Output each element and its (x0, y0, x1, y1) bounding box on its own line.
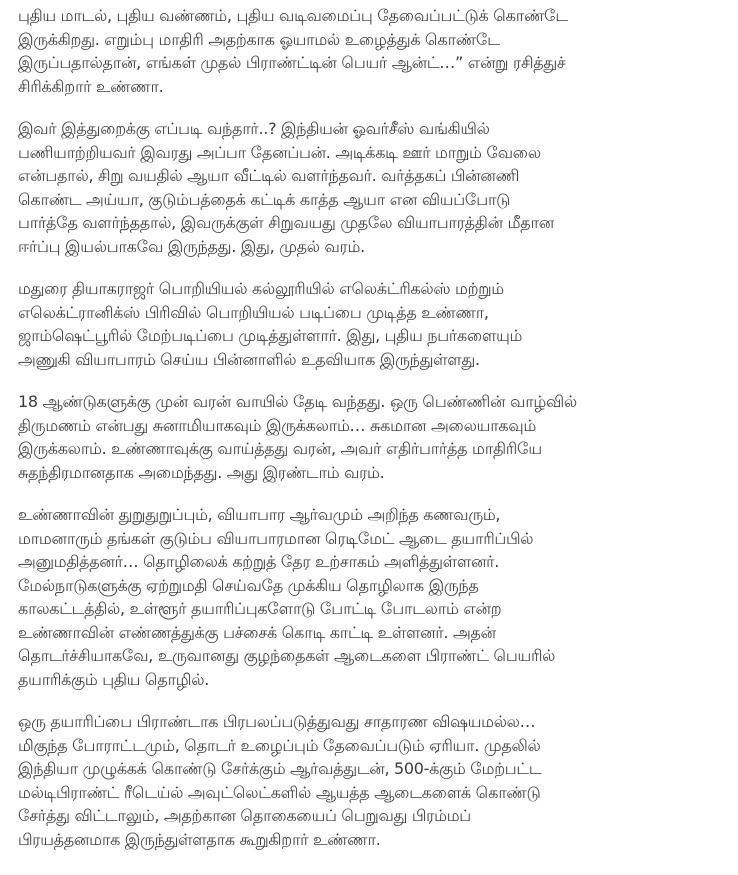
text-line: மாமனாரும் தங்கள் குடும்ப வியாபாரமான ரெடிமேட் ஆடை தயாரிப்பில் (18, 528, 534, 548)
text-line: திருமணம் என்பது சுனாமியாகவும் இருக்கலாம்… சுகமான அலையாகவும் (18, 415, 536, 435)
text-line: தொடர்ச்சியாகவே, உருவானது குழந்தைகள் ஆடைகளை பிராண்ட் பெயரில் (18, 646, 556, 665)
text-line: ஒரு தயாரிப்பை பிராண்டாக பிரபலப்படுத்துவது சாதாரண விஷயமல்ல… (18, 712, 536, 731)
paragraph-4 (18, 390, 730, 484)
text-line: காலகட்டத்தில், உள்ளூர் தயாரிப்புகளோடு போட்டி போடலாம் என்ற (18, 599, 502, 618)
paragraph-3 (18, 277, 730, 371)
text-line: இருக்கிறது. எறும்பு மாதிரி அதற்காக ஓயாமல் உழைத்துக் கொண்டே (18, 29, 500, 49)
text-line: மதுரை தியாகராஜர் பொறியியல் கல்லூரியில் எலெக்ட்ரிகல்ஸ் மற்றும் (18, 279, 504, 298)
text-line: மிகுந்த போராட்டமும், தொடர் உழைப்பும் தேவைப்படும் ஏரியா. முதலில் (18, 735, 541, 755)
text-line: புதிய மாடல், புதிய வண்ணம், புதிய வடிவமைப்பு தேவைப்பட்டுக் கொண்டே (18, 6, 568, 25)
text-line: இருப்பதால்தான், எங்கள் முதல் பிராண்ட்டின் பெயர் ஆன்ட்…” என்று ரசித்துச் (18, 53, 566, 72)
paragraph-1 (18, 4, 730, 98)
article-body (18, 4, 730, 870)
text-line: உண்ணாவின் துறுதுறுப்பும், வியாபார ஆர்வமும் அறிந்த கணவரும், (18, 505, 501, 524)
text-line: தயாரிக்கும் புதிய தொழில். (18, 669, 210, 689)
text-line: இருக்கலாம். உண்ணாவுக்கு வாய்த்தது வரன், அவர் எதிர்பார்த்த மாதிரியே (18, 439, 542, 458)
text-line: எலெக்ட்ரானிக்ஸ் பிரிவில் பொறியியல் படிப்பை முடித்த உண்ணா, (18, 302, 489, 322)
text-line: என்பதால், சிறு வயதில் ஆயா வீட்டில் வளர்ந்தவர். வர்த்தகப் பின்னணி (18, 166, 520, 185)
text-line: பிரயத்தனமாக இருந்துள்ளதாக கூறுகிறார் உண்ணா. (18, 829, 381, 849)
text-line: ஜாம்ஷெட்பூரில் மேற்படிப்பை முடித்துள்ளார். இது, புதிய நபர்களையும் (18, 326, 523, 345)
text-line: சேர்த்து விட்டாலும், அதற்கான தொகையைப் பெறுவது பிரம்மப் (18, 806, 471, 825)
text-line: கொண்ட அய்யா, குடும்பத்தைக் கட்டிக் காத்த ஆயா என வியப்போடு (18, 189, 511, 209)
text-line: 18 ஆண்டுகளுக்கு முன் வரன் வாயில் தேடி வந்தது. ஒரு பெண்ணின் வாழ்வில் (18, 392, 577, 411)
text-line: மேல்நாடுகளுக்கு ஏற்றுமதி செய்வதே முக்கிய தொழிலாக இருந்த (18, 575, 479, 595)
text-line: அணுகி வியாபாரம் செய்ய பின்னாளில் உதவியாக இருந்துள்ளது. (18, 349, 480, 369)
text-line: உண்ணாவின் எண்ணத்துக்கு பச்சைக் கொடி காட்டி உள்ளனர். அதன் (18, 622, 496, 642)
text-line: சிரிக்கிறார் உண்ணா. (18, 76, 164, 96)
paragraph-2 (18, 117, 730, 258)
paragraph-5 (18, 503, 730, 691)
text-line: இவர் இத்துறைக்கு எப்படி வந்தார்..? இந்தியன் ஓவர்சீஸ் வங்கியில் (18, 119, 490, 138)
text-line: பார்த்தே வளர்ந்ததால், இவருக்குள் சிறுவயது முதலே வியாபாரத்தின் மீதான (18, 213, 554, 232)
text-line: இந்தியா முழுக்கக் கொண்டு சேர்க்கும் ஆர்வத்துடன், 500-க்கும் மேற்பட்ட (18, 759, 542, 778)
text-line: பணியாற்றியவர் இவரது அப்பா தேனப்பன். அடிக்கடி ஊர் மாறும் வேலை (18, 142, 541, 162)
paragraph-6 (18, 710, 730, 851)
text-line: சுதந்திரமானதாக அமைந்தது. அது இரண்டாம் வரம். (18, 462, 385, 482)
text-line: அனுமதித்தனர்… தொழிலைக் கற்றுத் தேர உற்சாகம் அளித்துள்ளனர். (18, 552, 500, 571)
text-line: மல்டிபிராண்ட் ரீடெய்ல் அவுட்லெட்களில் ஆயத்த ஆடைகளைக் கொண்டு (18, 782, 541, 802)
text-line: ஈர்ப்பு இயல்பாகவே இருந்தது. இது, முதல் வரம். (18, 236, 365, 256)
